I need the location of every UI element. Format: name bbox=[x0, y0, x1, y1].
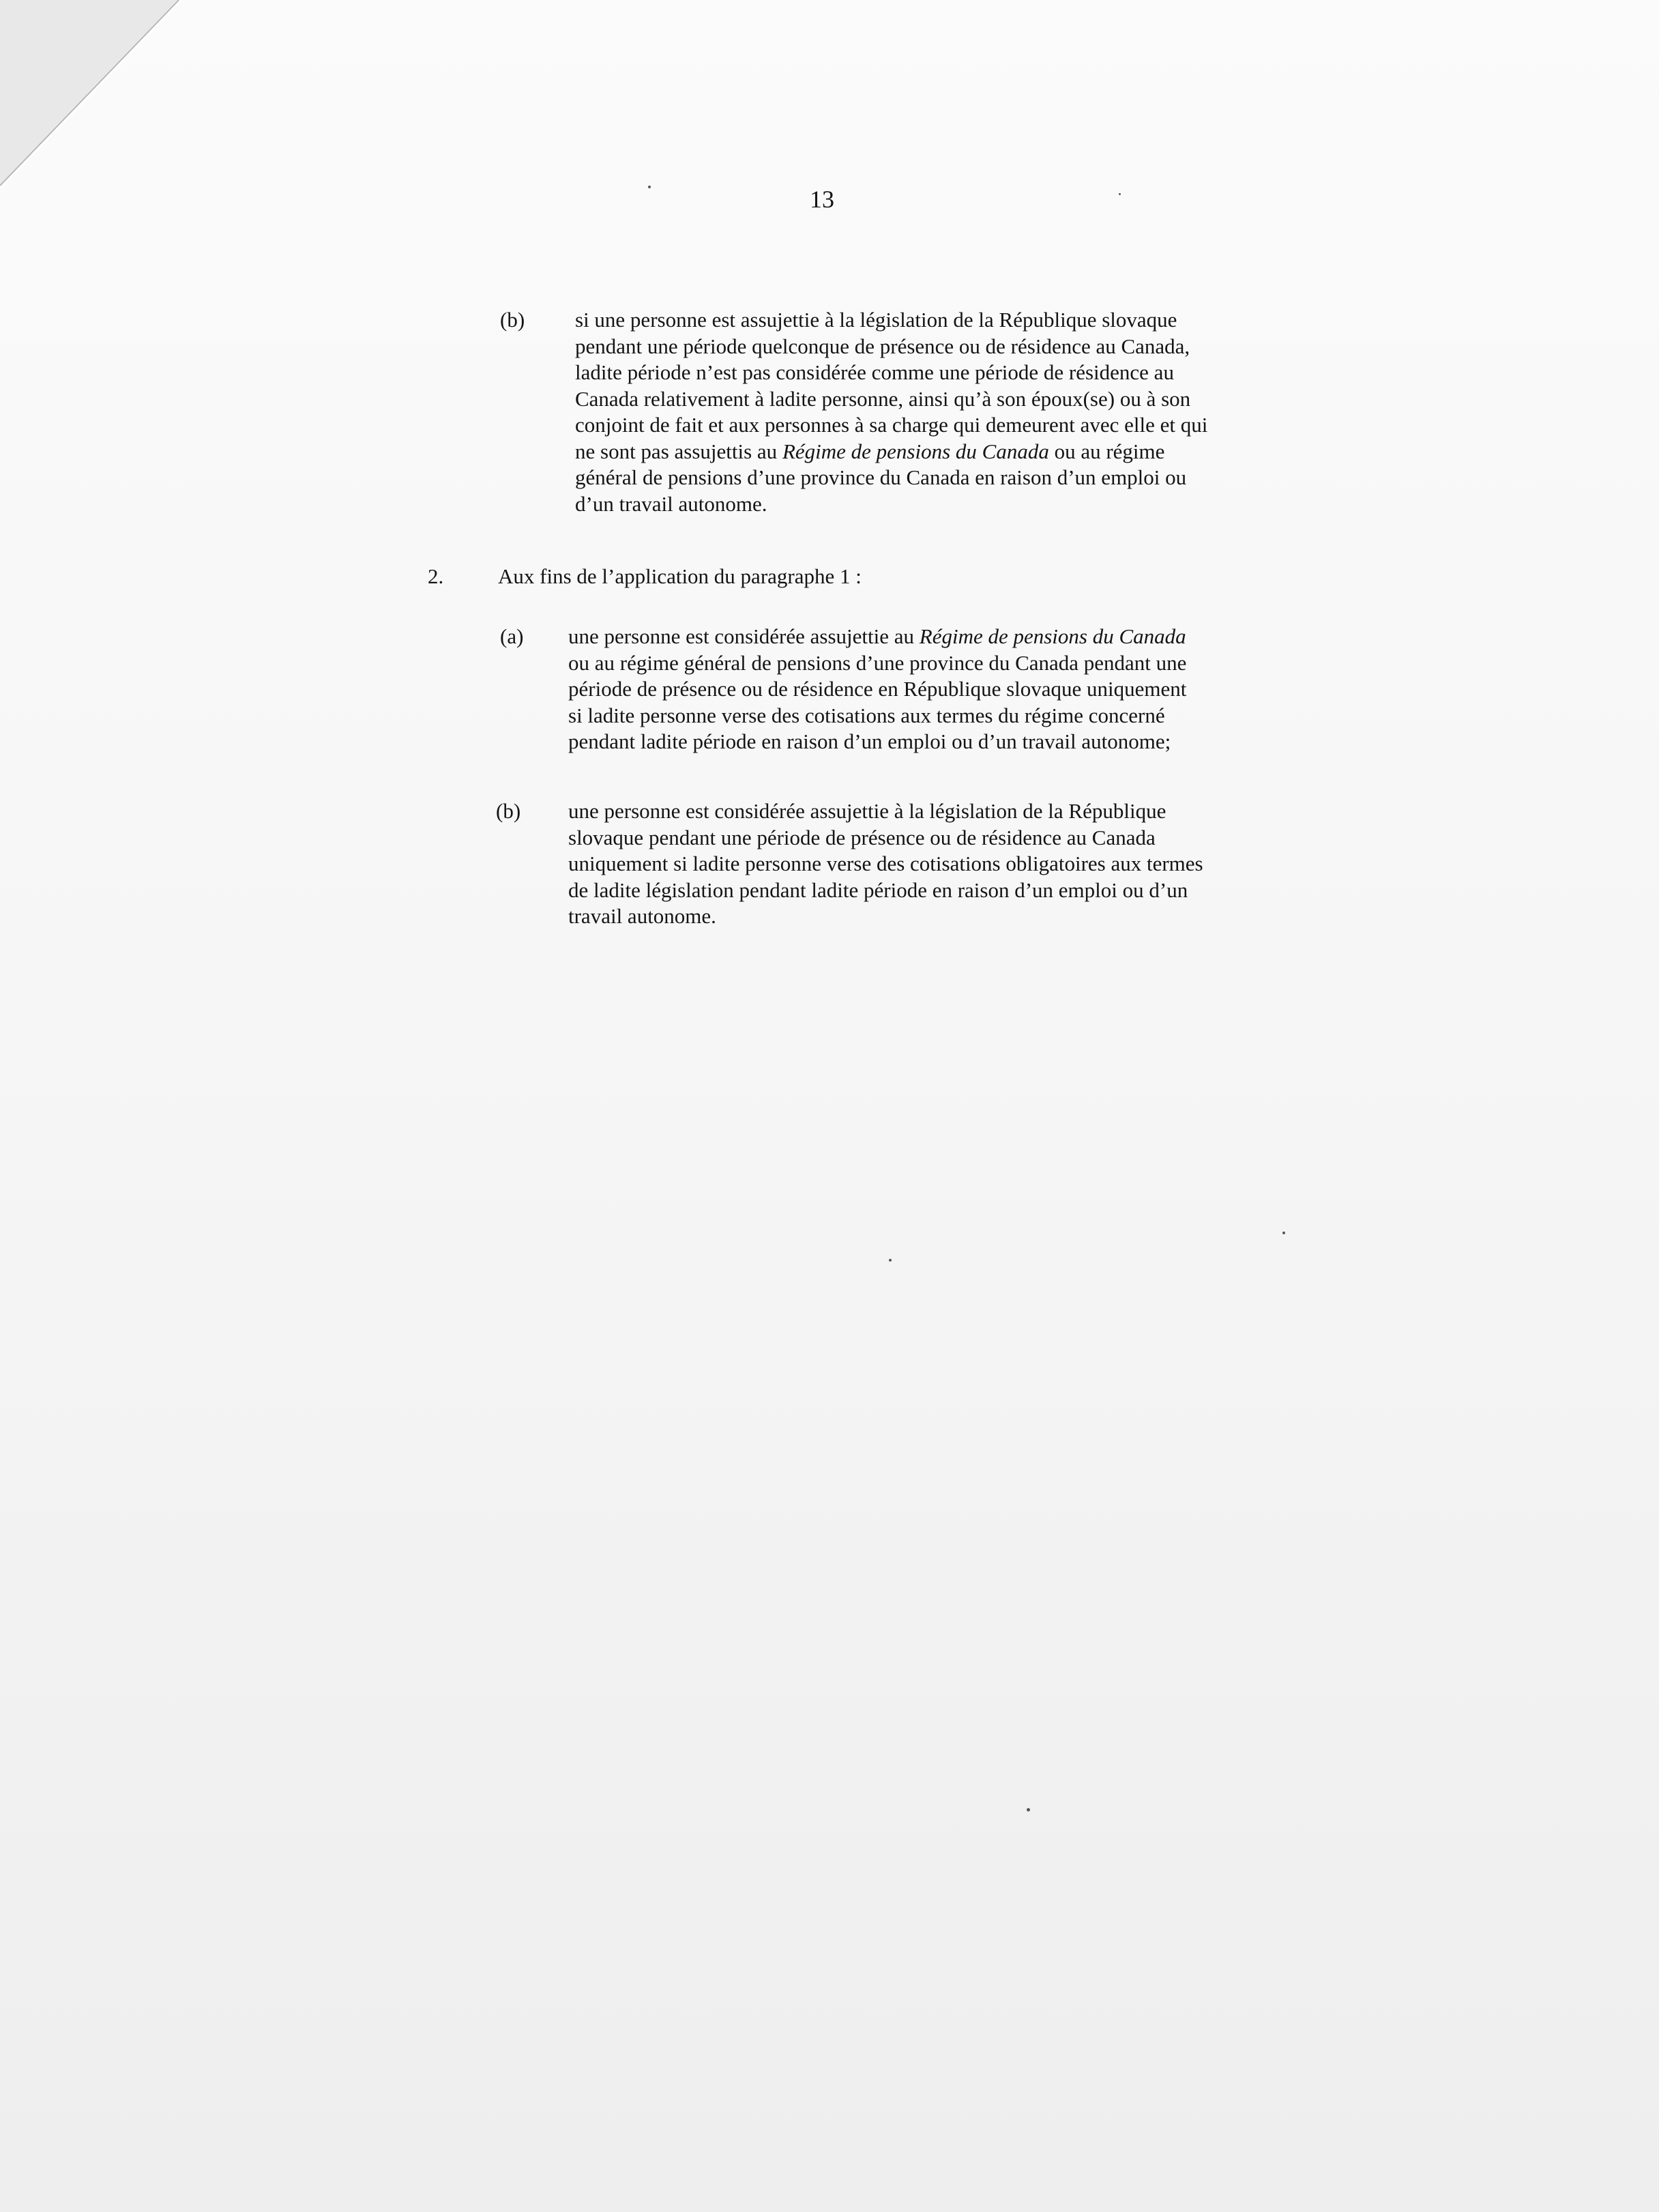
scan-speck bbox=[1027, 1808, 1030, 1811]
scan-speck bbox=[1119, 193, 1121, 195]
scan-speck bbox=[889, 1259, 892, 1262]
scan-speck bbox=[1282, 1232, 1285, 1234]
text-segment: ne sont pas assujettis au bbox=[575, 439, 782, 463]
subparagraph-b-residence-canada bbox=[500, 307, 1319, 539]
text-segment: une personne est considérée assujettie au bbox=[568, 624, 920, 648]
subparagraph-a-canada-plan bbox=[500, 624, 1319, 760]
subparagraph-text bbox=[568, 624, 1186, 755]
text-line: travail autonome. bbox=[568, 904, 716, 928]
italic-plan-name: Régime de pensions du Canada bbox=[782, 439, 1049, 463]
scan-speck bbox=[648, 186, 651, 188]
text-line: général de pensions d’une province du Canada en raison d’un emploi ou bbox=[575, 465, 1187, 489]
text-line: une personne est considérée assujettie à la législation de la République bbox=[568, 799, 1166, 823]
text-line: ou au régime général de pensions d’une province du Canada pendant une bbox=[568, 650, 1187, 675]
paragraph-text: Aux fins de l’application du paragraphe 1 : bbox=[498, 564, 862, 588]
text-line: ladite période n’est pas considérée comme une période de résidence au bbox=[575, 360, 1174, 384]
subparagraph-text bbox=[568, 798, 1203, 930]
text-line bbox=[575, 439, 1207, 465]
subparagraph-b-slovak-legislation bbox=[496, 798, 1321, 935]
subparagraph-marker: (b) bbox=[496, 799, 521, 823]
text-line: d’un travail autonome. bbox=[575, 491, 767, 516]
italic-plan-name: Régime de pensions du Canada bbox=[919, 624, 1186, 648]
text-line: conjoint de fait et aux personnes à sa charge qui demeurent avec elle et qui bbox=[575, 413, 1208, 437]
text-line: si ladite personne verse des cotisations aux termes du régime concerné bbox=[568, 703, 1165, 727]
paragraph-2 bbox=[428, 564, 1315, 591]
text-line bbox=[568, 624, 1186, 650]
text-line: si une personne est assujettie à la législation de la République slovaque bbox=[575, 308, 1177, 332]
text-line: Canada relativement à ladite personne, ainsi qu’à son époux(se) ou à son bbox=[575, 386, 1191, 411]
paragraph-number: 2. bbox=[428, 564, 444, 588]
text-line: uniquement si ladite personne verse des cotisations obligatoires aux termes bbox=[568, 852, 1203, 875]
text-line: période de présence ou de résidence en République slovaque uniquement bbox=[568, 677, 1187, 701]
subparagraph-text bbox=[575, 307, 1207, 517]
subparagraph-marker: (b) bbox=[500, 308, 525, 332]
text-line: pendant une période quelconque de présence ou de résidence au Canada, bbox=[575, 334, 1190, 358]
text-line: slovaque pendant une période de présence ou de résidence au Canada bbox=[568, 825, 1156, 849]
subparagraph-marker: (a) bbox=[500, 624, 524, 648]
text-line: pendant ladite période en raison d’un emploi ou d’un travail autonome; bbox=[568, 729, 1171, 753]
text-line: de ladite législation pendant ladite période en raison d’un emploi ou d’un bbox=[568, 877, 1188, 902]
page-number: 13 bbox=[810, 186, 834, 213]
text-segment: ou au régime bbox=[1048, 439, 1165, 463]
